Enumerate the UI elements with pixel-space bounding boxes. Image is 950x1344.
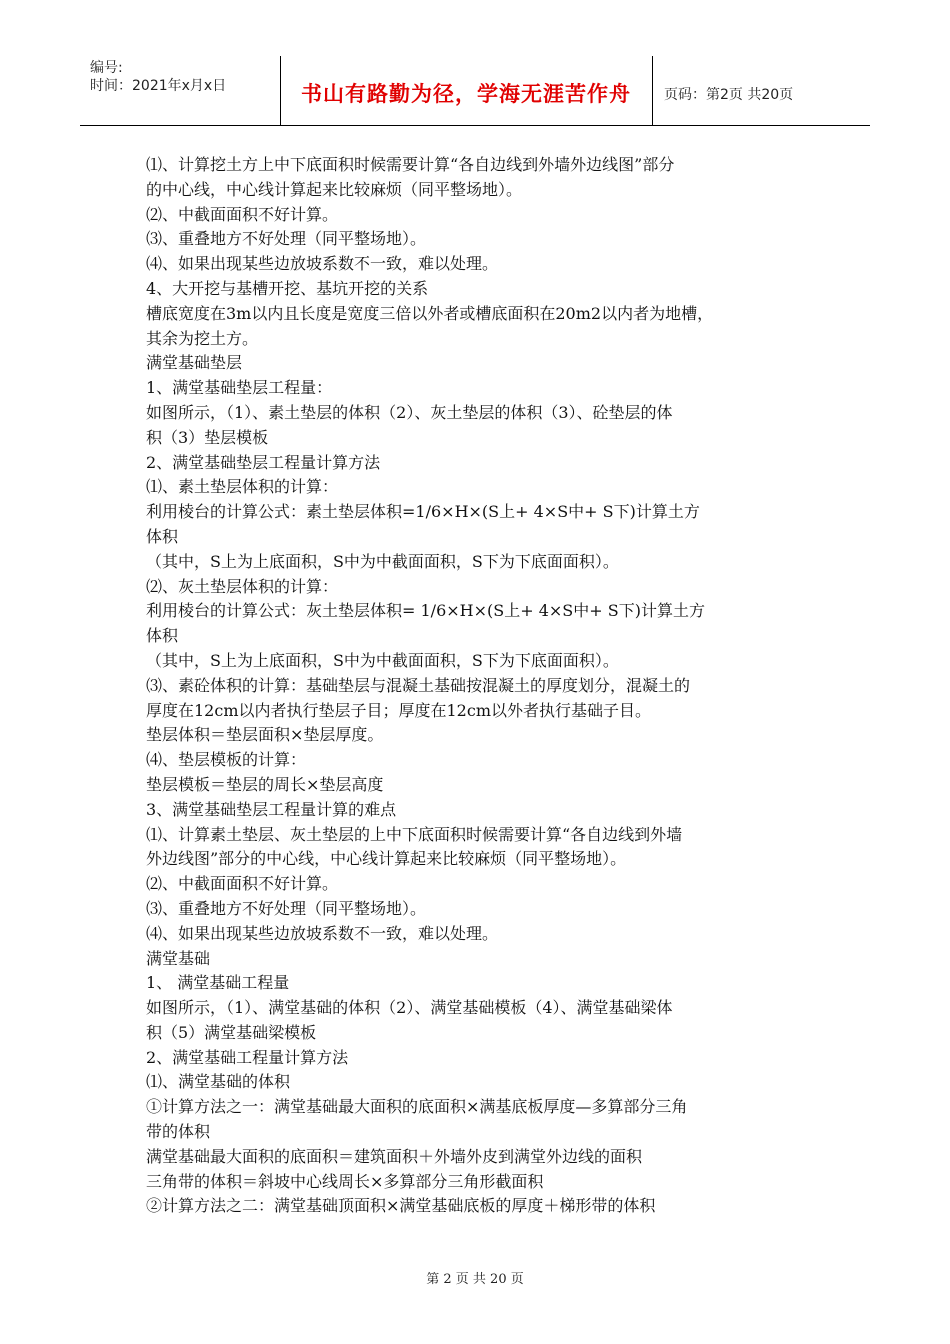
text-line: 槽底宽度在3m以内且长度是宽度三倍以外者或槽底面积在20m2以内者为地槽， (146, 303, 714, 323)
header-page-info: 页码：第2页 共20页 (664, 87, 794, 103)
document-time-label: 时间：2021年x月x日 (90, 78, 227, 94)
text-line: 利用棱台的计算公式：灰土垫层体积= 1/6×H×(S上+ 4×S中+ S下)计算土方 (146, 601, 705, 621)
page-header (80, 56, 870, 126)
text-line: ⑴、计算挖土方上中下底面积时候需要计算“各自边线到外墙外边线图”部分 (146, 155, 675, 174)
text-line: ⑶、素砼体积的计算：基础垫层与混凝土基础按混凝土的厚度划分，混凝土的 (146, 675, 691, 695)
text-line: 垫层体积＝垫层面积×垫层厚度。 (146, 725, 384, 745)
text-line: 的中心线，中心线计算起来比较麻烦（同平整场地）。 (146, 179, 523, 199)
text-line: ①计算方法之一：满堂基础最大面积的底面积×满基底板厚度—多算部分三角 (146, 1097, 688, 1117)
text-line: 体积 (146, 526, 179, 546)
text-line: 厚度在12cm以内者执行垫层子目；厚度在12cm以外者执行基础子目。 (146, 700, 651, 720)
text-line: ⑶、重叠地方不好处理（同平整场地）。 (146, 898, 427, 918)
document-number-label: 编号: (90, 60, 123, 76)
header-divider (652, 56, 653, 126)
text-line: 满堂基础 (146, 948, 211, 968)
header-motto: 书山有路勤为径，学海无涯苦作舟 (301, 82, 631, 106)
header-meta (90, 59, 226, 95)
text-line: 积（3）垫层模板 (146, 427, 269, 447)
text-line: 1、满堂基础垫层工程量： (146, 378, 333, 398)
document-body (146, 153, 810, 1219)
text-line: 垫层模板＝垫层的周长×垫层高度 (146, 774, 384, 794)
text-line: 外边线图”部分的中心线，中心线计算起来比较麻烦（同平整场地）。 (146, 849, 627, 869)
text-line: 如图所示，（1）、素土垫层的体积（2）、灰土垫层的体积（3）、砼垫层的体 (146, 402, 673, 422)
text-line: ⑵、灰土垫层体积的计算： (146, 576, 339, 596)
page-footer: 第 2 页 共 20 页 (426, 1272, 524, 1287)
text-line: 4、大开挖与基槽开挖、基坑开挖的关系 (146, 278, 429, 298)
text-line: 3、满堂基础垫层工程量计算的难点 (146, 799, 397, 819)
text-line: 三角带的体积＝斜坡中心线周长×多算部分三角形截面积 (146, 1171, 544, 1191)
text-line: ②计算方法之二：满堂基础顶面积×满堂基础底板的厚度＋梯形带的体积 (146, 1196, 656, 1216)
text-line: ⑶、重叠地方不好处理（同平整场地）。 (146, 229, 427, 249)
text-line: ⑴、满堂基础的体积 (146, 1072, 291, 1092)
text-line: ⑵、中截面面积不好计算。 (146, 204, 339, 224)
text-line: 满堂基础垫层 (146, 353, 243, 373)
text-line: ⑷、如果出现某些边放坡系数不一致，难以处理。 (146, 254, 499, 274)
text-line: 体积 (146, 626, 179, 646)
text-line: 满堂基础最大面积的底面积＝建筑面积＋外墙外皮到满堂外边线的面积 (146, 1146, 643, 1166)
text-line: 带的体积 (146, 1122, 211, 1142)
text-line: 如图所示，（1）、满堂基础的体积（2）、满堂基础模板（4）、满堂基础梁体 (146, 998, 673, 1018)
text-line: ⑵、中截面面积不好计算。 (146, 874, 339, 894)
text-line: 2、满堂基础工程量计算方法 (146, 1047, 349, 1067)
text-line: ⑷、如果出现某些边放坡系数不一致，难以处理。 (146, 923, 499, 943)
text-line: 1、 满堂基础工程量 (146, 973, 290, 993)
text-line: （其中，S上为上底面积，S中为中截面面积，S下为下底面面积）。 (146, 551, 619, 571)
header-rule (80, 125, 870, 126)
text-line: （其中，S上为上底面积，S中为中截面面积，S下为下底面面积）。 (146, 650, 619, 670)
text-line: 利用棱台的计算公式：素土垫层体积=1/6×H×(S上+ 4×S中+ S下)计算土方 (146, 502, 700, 522)
text-line: 积（5）满堂基础梁模板 (146, 1022, 317, 1042)
text-line: ⑴、计算素土垫层、灰土垫层的上中下底面积时候需要计算“各自边线到外墙 (146, 824, 683, 844)
text-line: ⑴、素土垫层体积的计算： (146, 477, 339, 497)
text-line: 其余为挖土方。 (146, 328, 259, 348)
text-line: 2、满堂基础垫层工程量计算方法 (146, 452, 381, 472)
text-line: ⑷、垫层模板的计算： (146, 750, 307, 770)
